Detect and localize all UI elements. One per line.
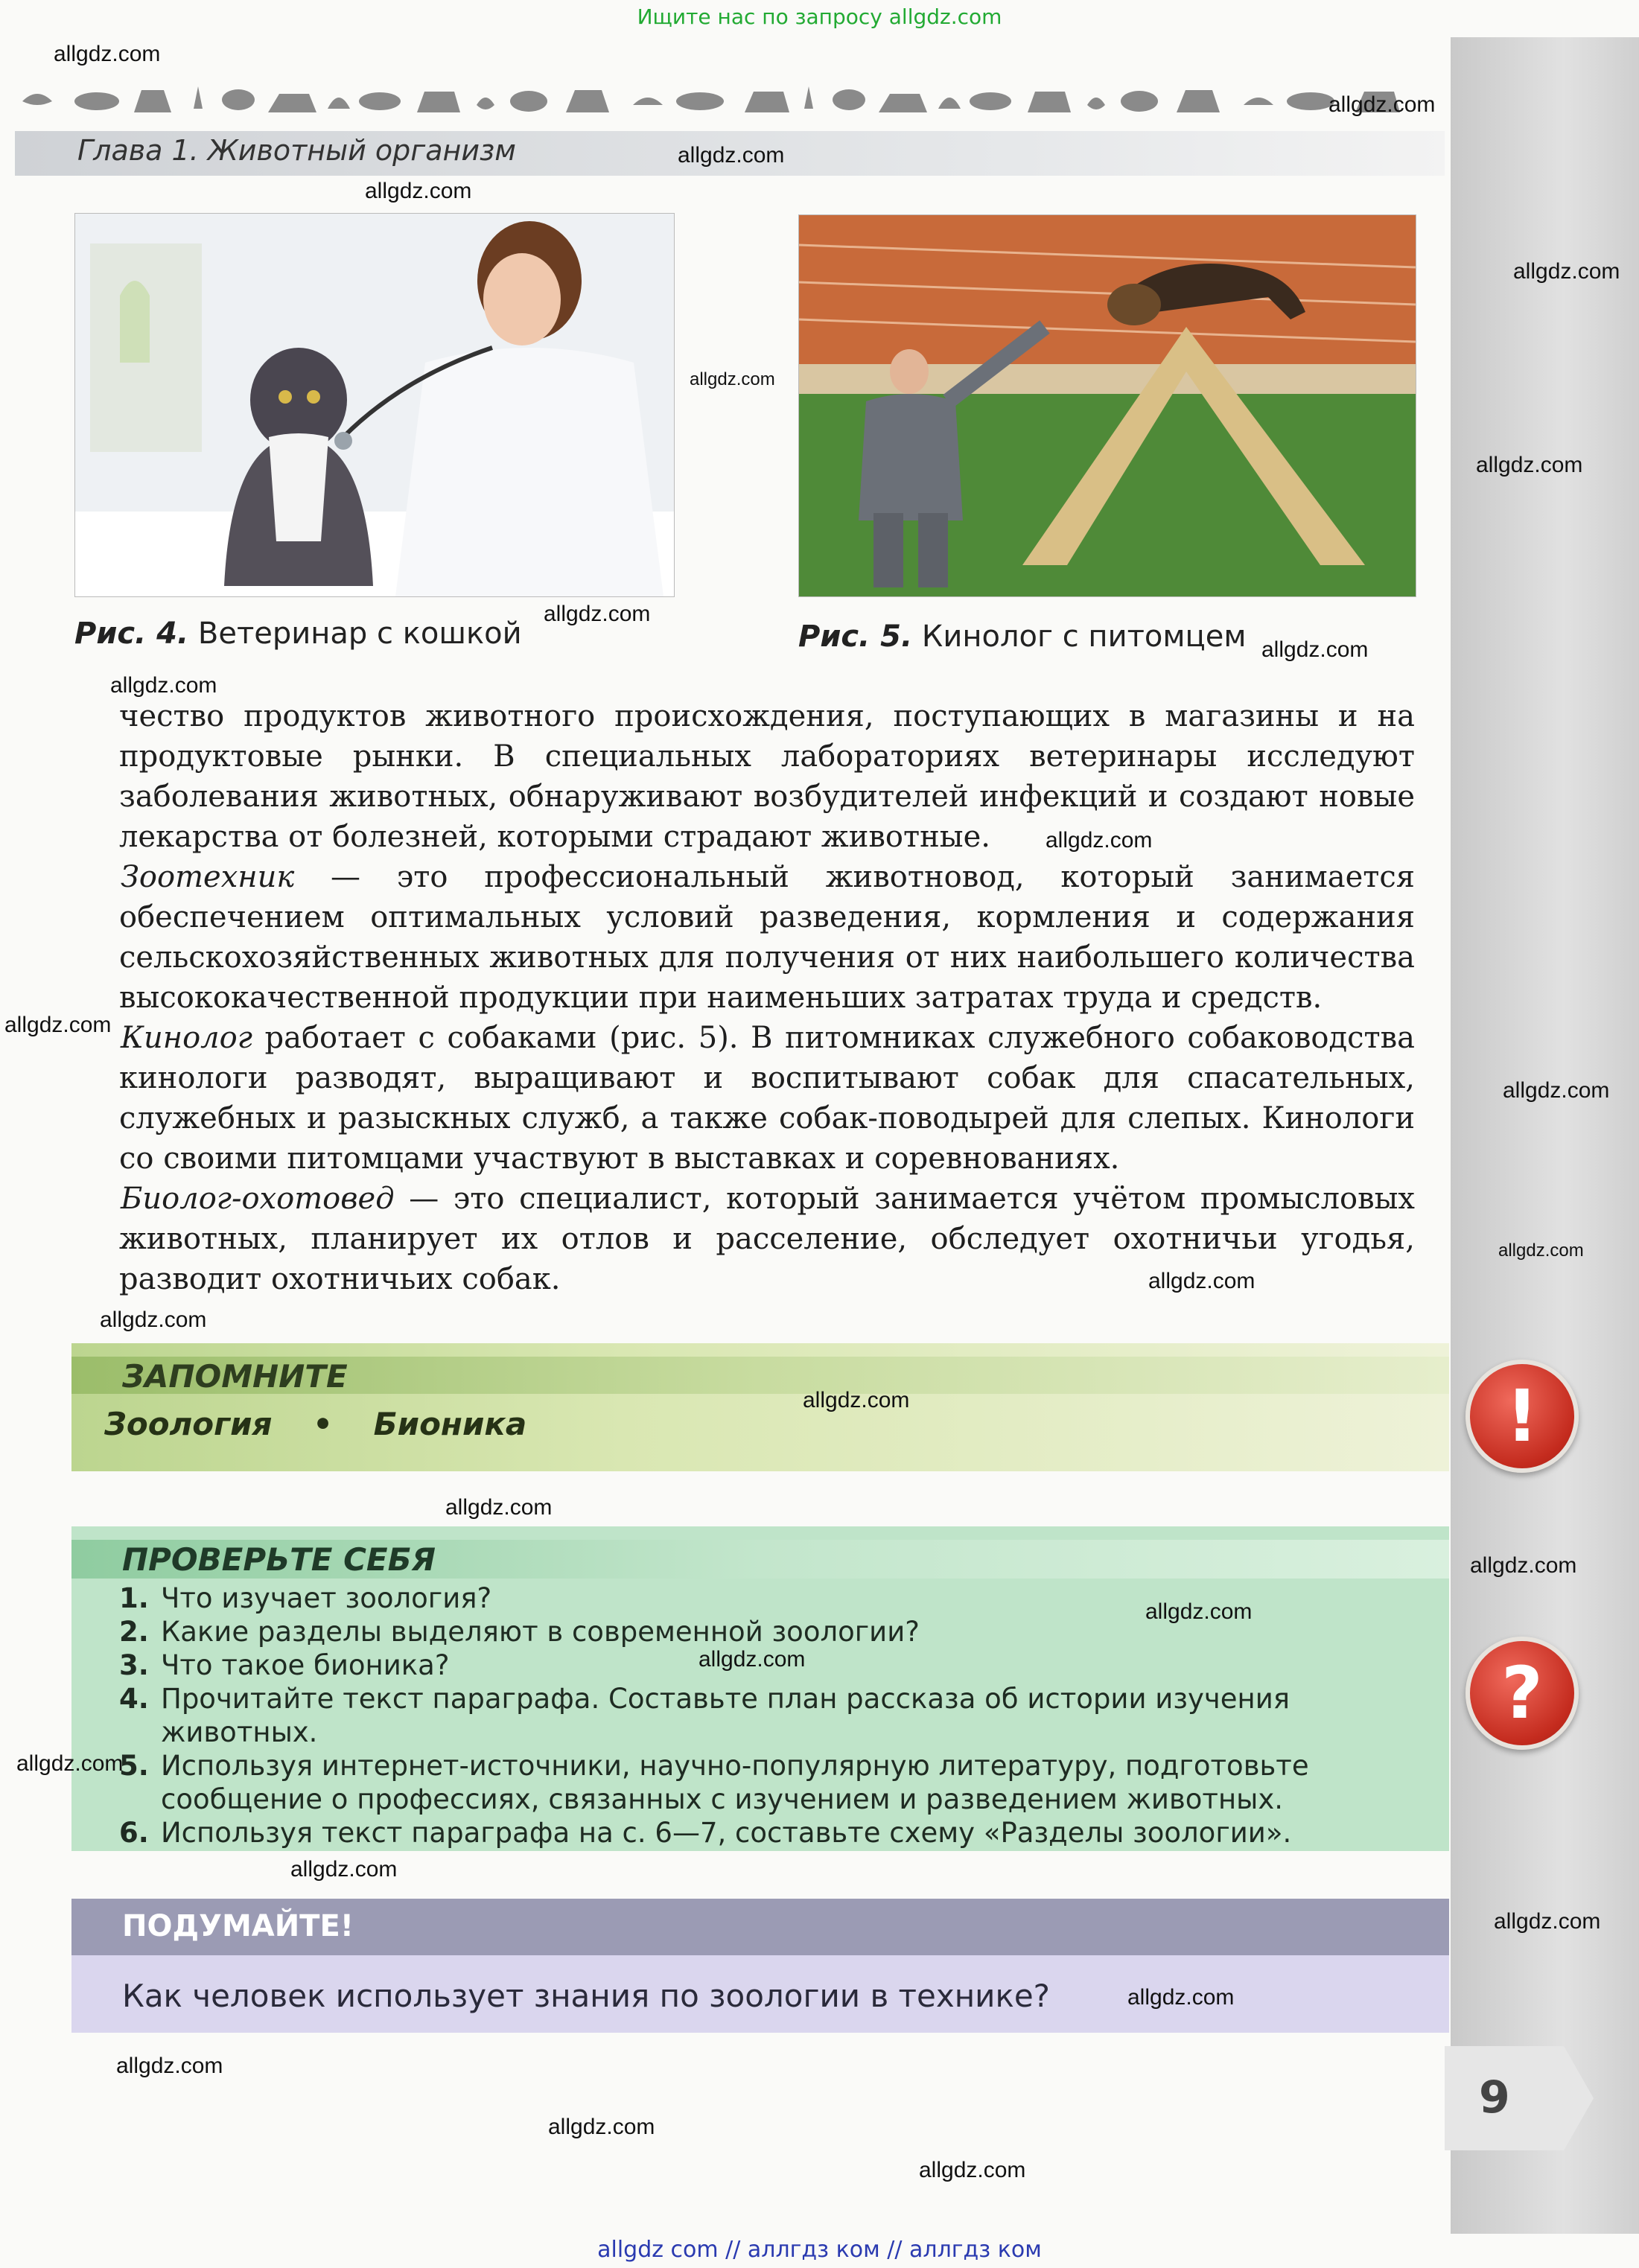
watermark[interactable]: allgdz.com [54,42,161,66]
remember-heading: ЗАПОМНИТЕ [122,1358,348,1395]
remember-term-bionics: Бионика [373,1406,527,1442]
watermark[interactable]: allgdz.com [548,2115,655,2139]
watermark[interactable]: allgdz.com [1494,1909,1601,1934]
check-item: 5. Используя интернет-источники, научно-популярную литературу, подготовьте сообщение о профессиях, связанных с изучением и разведением животных. [119,1750,1309,1815]
watermark[interactable]: allgdz.com [544,602,651,626]
watermark[interactable]: allgdz.com [445,1495,553,1520]
term-cynologist: Кинолог [121,1021,252,1055]
page-number: 9 [1479,2071,1510,2124]
question-badge-icon: ? [1465,1637,1579,1750]
think-heading: ПОДУМАЙТЕ! [122,1909,354,1943]
remember-term-zoology: Зоология [104,1406,273,1442]
watermark[interactable]: allgdz.com [110,673,217,698]
figure-4-label: Рис. 4. [74,617,189,651]
watermark[interactable]: allgdz.com [1503,1078,1610,1103]
paragraph-1: чество продуктов животного происхождения, поступающих в магазины и на продуктовые рынки. В специальных лабораториях ветеринары исследуют заболевания животных, обнаруживают возбудителей инфекций и создают новые лекарства от болезней, которыми страдают животные. [119,699,1415,854]
main-text [119,696,1415,1299]
remember-terms [104,1406,526,1442]
figure-5-caption [798,619,1247,654]
bottom-banner[interactable]: allgdz com // аллгдз ком // аллгдз ком [597,2237,1042,2263]
check-item: 1. Что изучает зоология? [119,1582,492,1614]
side-tab [1451,37,1639,2234]
watermark[interactable]: allgdz.com [1127,1985,1235,2010]
check-heading: ПРОВЕРЬТЕ СЕБЯ [122,1541,436,1578]
photo-vet-with-cat [74,213,675,597]
chapter-title: Глава 1. Животный организм [77,134,516,167]
photo-dog-handler [798,214,1416,597]
paragraph-4: Биолог-охотовед — это специалист, который занимается учётом промысловых животных, планирует их отлов и расселение, обследует охотничьи угодья, разводит охотничьих собак. [119,1182,1415,1296]
watermark[interactable]: allgdz.com [4,1013,112,1037]
figure-5-text: Кинолог с питомцем [912,619,1247,654]
check-item: 6. Используя текст параграфа на с. 6—7, составьте схему «Разделы зоологии». [119,1817,1292,1849]
watermark[interactable]: allgdz.com [16,1751,124,1776]
watermark[interactable]: allgdz.com [1470,1553,1577,1578]
watermark[interactable]: allgdz.com [1328,92,1436,117]
figure-4-caption [74,617,522,651]
paragraph-3: Кинолог работает с собаками (рис. 5). В питомниках служебного собаководства кинологи разводят, выращивают и воспитывают собак для спасательных, служебных и разыскных служб, а также собак-поводырей для слепых. Кинологи со своими питомцами участвуют в выставках и соревнованиях. [119,1021,1415,1176]
watermark[interactable]: allgdz.com [919,2158,1026,2182]
watermark[interactable]: allgdz.com [1513,259,1620,284]
watermark[interactable]: allgdz.com [365,179,472,203]
top-banner[interactable]: Ищите нас по запросу allgdz.com [637,4,1002,29]
exclamation-badge-icon: ! [1465,1360,1579,1473]
watermark[interactable]: allgdz.com [1476,453,1583,477]
watermark[interactable]: allgdz.com [698,1647,806,1672]
figure-4-text: Ветеринар с кошкой [188,617,522,651]
term-zootechnician: Зоотехник [121,860,295,894]
watermark[interactable]: allgdz.com [1148,1269,1255,1293]
watermark[interactable]: allgdz.com [803,1388,910,1412]
check-item: 4. Прочитайте текст параграфа. Составьте план рассказа об истории изучения животных. [119,1683,1290,1748]
watermark[interactable]: allgdz.com [678,143,785,168]
term-hunting-biologist: Биолог-охотовед [121,1182,395,1216]
animal-silhouette-icons [22,86,1400,112]
check-item: 2. Какие разделы выделяют в современной зоологии? [119,1616,920,1648]
watermark[interactable]: allgdz.com [290,1857,398,1882]
check-item: 3. Что такое бионика? [119,1649,450,1681]
watermark[interactable]: allgdz.com [1046,828,1153,853]
watermark[interactable]: allgdz.com [690,369,775,389]
watermark[interactable]: allgdz.com [100,1307,207,1332]
figure-5-label: Рис. 5. [798,619,913,654]
watermark[interactable]: allgdz.com [116,2054,223,2078]
watermark[interactable]: allgdz.com [1498,1240,1584,1261]
paragraph-2: Зоотехник — это профессиональный животновод, который занимается обеспечением оптимальных условий разведения, кормления и содержания сельскохозяйственных животных для получения от них наибольшего количества высококачественной продукции при наименьших затратах труда и средств. [119,860,1415,1015]
watermark[interactable]: allgdz.com [1145,1599,1253,1624]
page-number-tab [1445,2046,1594,2150]
animal-silhouettes-strip [15,71,1445,124]
watermark[interactable]: allgdz.com [1261,637,1369,662]
think-question: Как человек использует знания по зоологии в технике? [122,1978,1050,2014]
remember-separator: • [313,1406,333,1442]
